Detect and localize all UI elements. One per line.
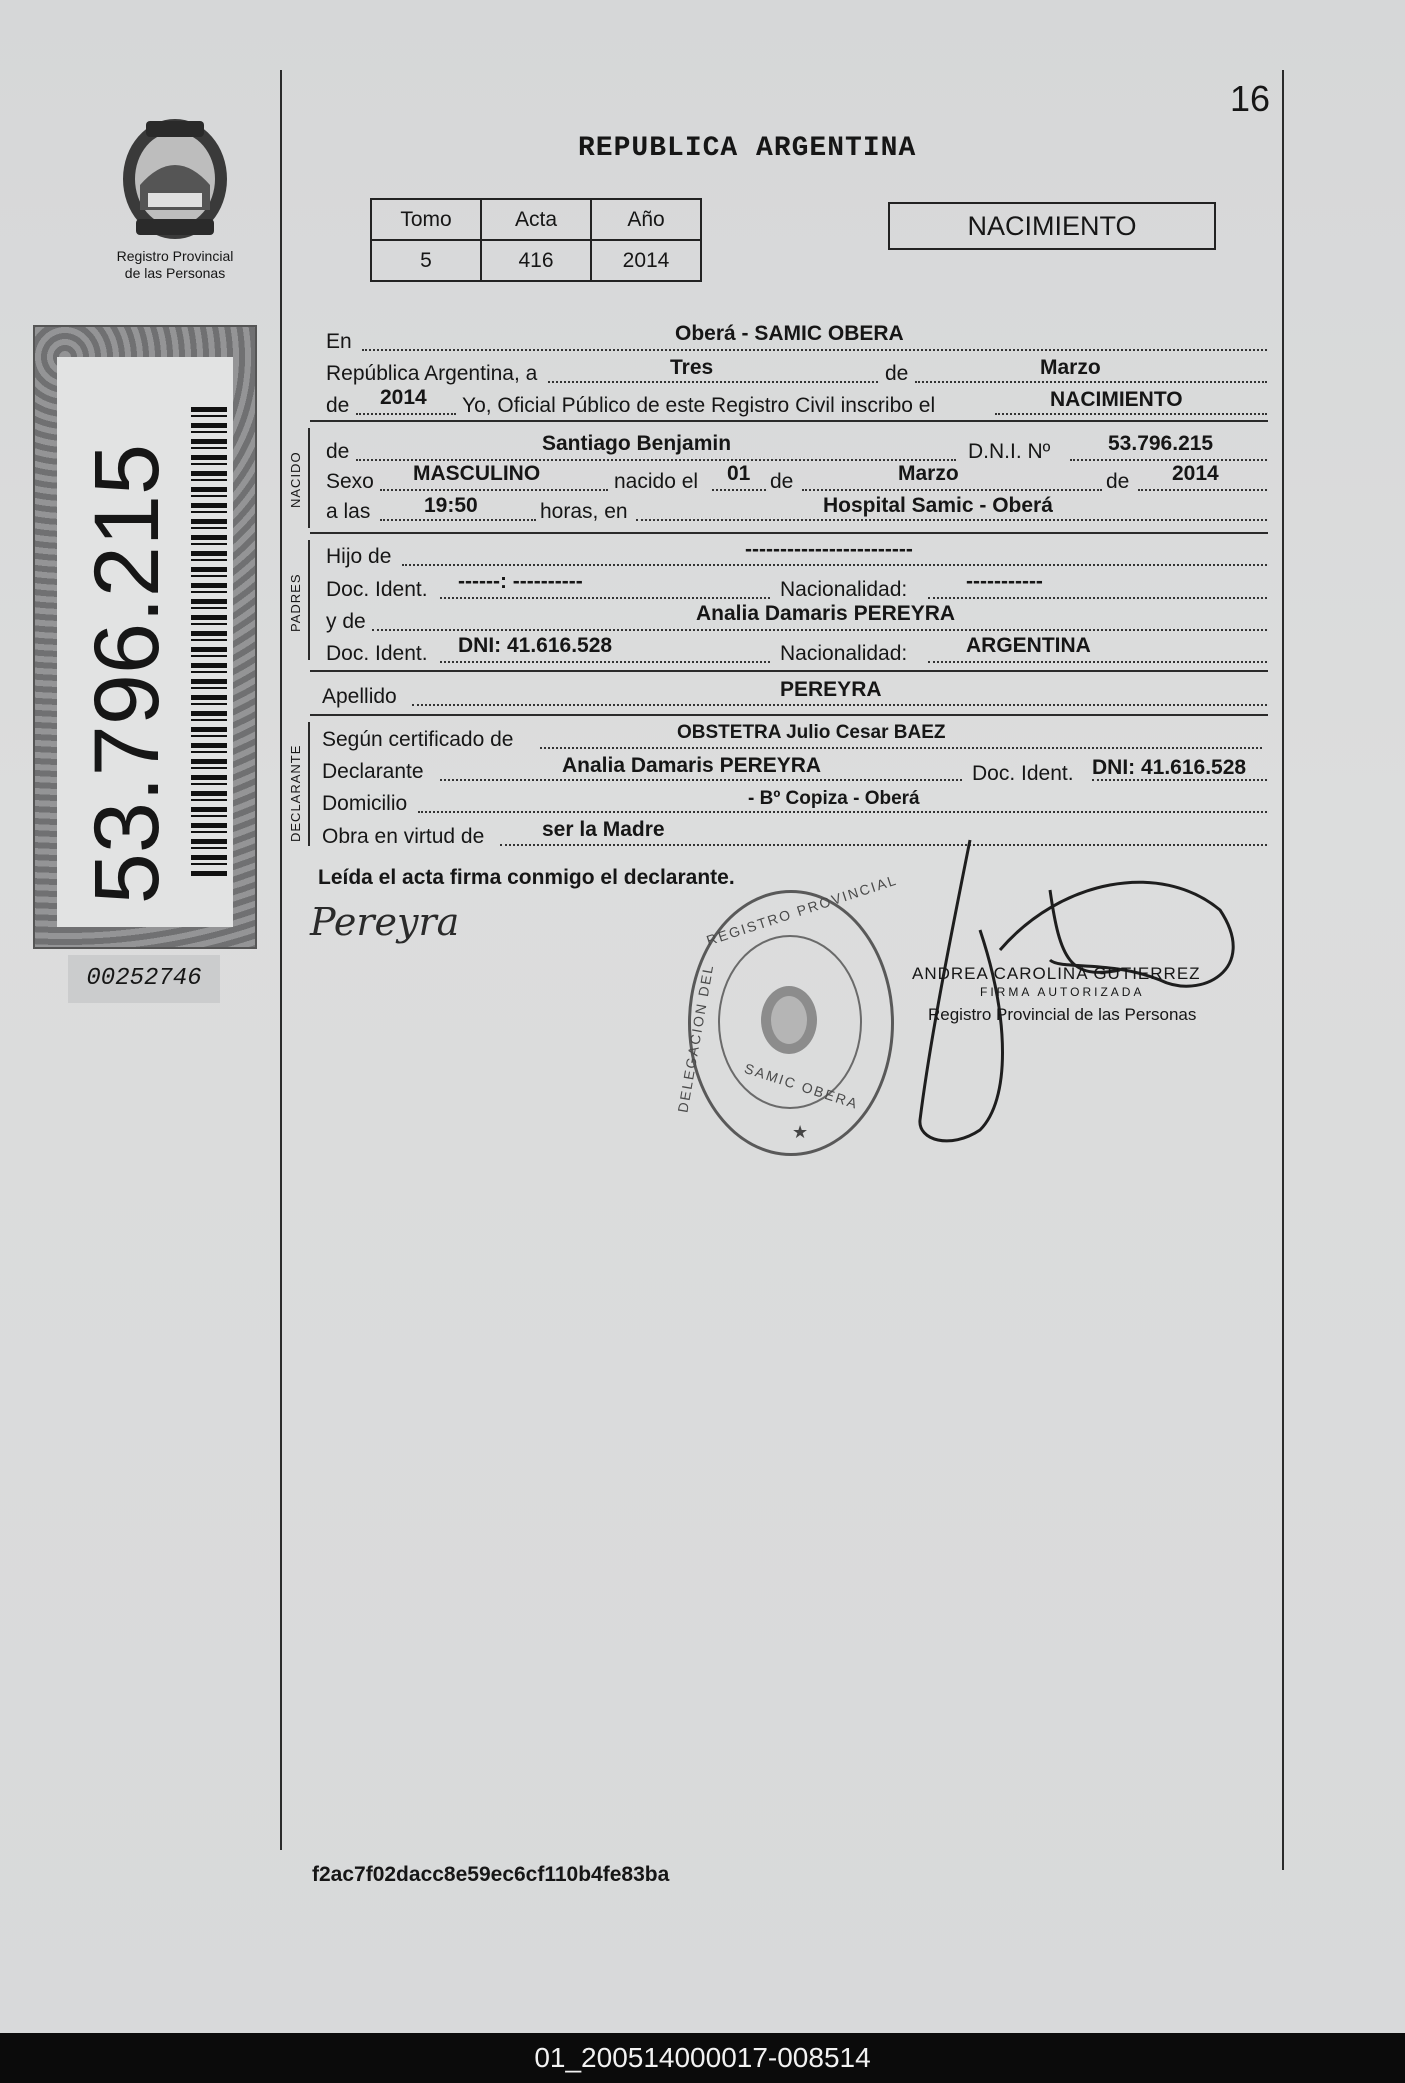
logo-caption-line-1: Registro Provincial [116,248,234,264]
nacionalidad-label: Nacionalidad: [780,578,908,601]
nacionalidad-label: Nacionalidad: [780,642,908,665]
official-name: ANDREA CAROLINA GUTIERREZ [912,964,1201,983]
dotted-line [440,779,962,781]
y-de-label: y de [326,610,366,633]
birth-place-value: Hospital Samic - Oberá [823,494,1053,517]
serial-stamp: 00252746 [68,955,220,1003]
act-type-box: NACIMIENTO [888,202,1216,250]
page-number: 16 [1230,78,1271,119]
de-label: de [885,362,909,385]
mother-doc-value: DNI: 41.616.528 [458,634,613,657]
barcode-number: 53.796.215 [76,443,178,905]
dotted-line [1138,489,1267,491]
dotted-line [712,489,766,491]
section-separator [310,420,1268,422]
barcode-bars-icon [191,407,227,877]
dotted-line [636,519,1267,521]
dotted-line [540,747,1262,749]
declarante-signature: Pereyra [310,900,460,944]
barcode-label [33,325,257,949]
dni-label: D.N.I. Nº [968,440,1051,463]
closing-statement: Leída el acta firma conmigo el declarante. [318,866,735,889]
section-bracket [308,722,310,846]
left-margin-line [280,70,282,1850]
dotted-line [802,489,1102,491]
de-label: de [770,470,794,493]
declarante-doc-value: DNI: 41.616.528 [1092,756,1247,779]
nacido-el-label: nacido el [614,470,699,493]
section-label-declarante: DECLARANTE [288,744,303,842]
inscribo-value: NACIMIENTO [1050,388,1183,411]
document-title: REPUBLICA ARGENTINA [578,133,917,164]
mother-nationality-value: ARGENTINA [966,634,1091,657]
dotted-line [995,413,1267,415]
father-nationality-value: ----------- [966,570,1043,593]
table-header-cell: Acta [481,199,591,240]
seal-left-text: DELEGACION DEL [674,962,717,1114]
dotted-line [402,564,1267,566]
dotted-line [356,413,456,415]
obra-label: Obra en virtud de [322,825,485,848]
oficial-text: Yo, Oficial Público de este Registro Civil inscribo el [462,394,936,417]
de2-label: de [326,394,350,417]
certificado-value: OBSTETRA Julio Cesar BAEZ [677,722,946,743]
place-value: Oberá - SAMIC OBERA [675,322,904,345]
section-label-nacido: NACIDO [288,451,303,508]
dotted-line [380,489,608,491]
dotted-line [928,661,1267,663]
month-value: Marzo [1040,356,1101,379]
table-cell: 5 [371,240,481,281]
section-bracket [308,428,310,528]
official-role: FIRMA AUTORIZADA [980,985,1145,999]
year-value: 2014 [380,386,427,409]
obra-value: ser la Madre [542,818,665,841]
doc-ident-label: Doc. Ident. [326,642,428,665]
doc-ident-label: Doc. Ident. [972,762,1074,785]
section-separator [310,714,1268,716]
dotted-line [548,381,878,383]
logo-caption-line-2: de las Personas [124,265,226,281]
logo-caption [95,248,255,282]
official-organization: Registro Provincial de las Personas [928,1005,1197,1024]
father-value: ------------------------ [745,538,913,561]
dotted-line [440,597,770,599]
declarante-value: Analia Damaris PEREYRA [562,754,822,777]
birth-month-value: Marzo [898,462,959,485]
domicilio-label: Domicilio [322,792,408,815]
table-cell: 416 [481,240,591,281]
dotted-line [412,704,1267,706]
sexo-value: MASCULINO [413,462,541,485]
province-shield-icon [118,115,232,243]
tomo-acta-anio-table [370,198,702,282]
table-header-row [371,199,701,240]
dotted-line [928,597,1267,599]
republica-label: República Argentina, a [326,362,538,385]
birth-day-value: 01 [727,462,751,485]
domicilio-value: - Bº Copiza - Oberá [748,788,920,809]
apellido-label: Apellido [322,685,397,708]
dotted-line [356,459,956,461]
seal-bottom-text: SAMIC OBERA [742,1059,861,1113]
a-las-label: a las [326,500,371,523]
section-separator [310,670,1268,672]
birth-time-value: 19:50 [424,494,478,517]
mother-value: Analia Damaris PEREYRA [696,602,956,625]
hijo-de-label: Hijo de [326,545,392,568]
seal-top-text: REGISTRO PROVINCIAL [704,871,900,949]
dotted-line [418,811,1267,813]
seal-emblem-icon [758,982,820,1058]
certificado-label: Según certificado de [322,728,514,751]
right-margin-line [1282,70,1284,1870]
doc-ident-label: Doc. Ident. [326,578,428,601]
declarante-label: Declarante [322,760,424,783]
seal-star-icon: ★ [792,1122,809,1142]
document-hash: f2ac7f02dacc8e59ec6cf110b4fe83ba [312,1863,670,1886]
horas-en-label: horas, en [540,500,628,523]
section-bracket [308,540,310,660]
day-value: Tres [670,356,714,379]
footer-file-id: 01_200514000017-008514 [0,2033,1405,2083]
dotted-line [915,381,1267,383]
table-cell: 2014 [591,240,701,281]
dotted-line [372,629,1267,631]
child-name-value: Santiago Benjamin [542,432,732,455]
sexo-label: Sexo [326,470,374,493]
barcode-inner [57,357,233,927]
en-label: En [326,330,352,353]
dotted-line [440,661,770,663]
table-header-cell: Año [591,199,701,240]
table-row [371,240,701,281]
dotted-line [380,519,536,521]
de-label: de [1106,470,1130,493]
dotted-line [1092,779,1267,781]
apellido-value: PEREYRA [780,678,882,701]
birth-year-value: 2014 [1172,462,1219,485]
dotted-line [362,349,1267,351]
table-header-cell: Tomo [371,199,481,240]
section-separator [310,532,1268,534]
father-doc-value: ------: ---------- [458,570,583,593]
child-dni-value: 53.796.215 [1108,432,1214,455]
nacido-de-label: de [326,440,350,463]
section-label-padres: PADRES [288,573,303,632]
dotted-line [1070,459,1267,461]
